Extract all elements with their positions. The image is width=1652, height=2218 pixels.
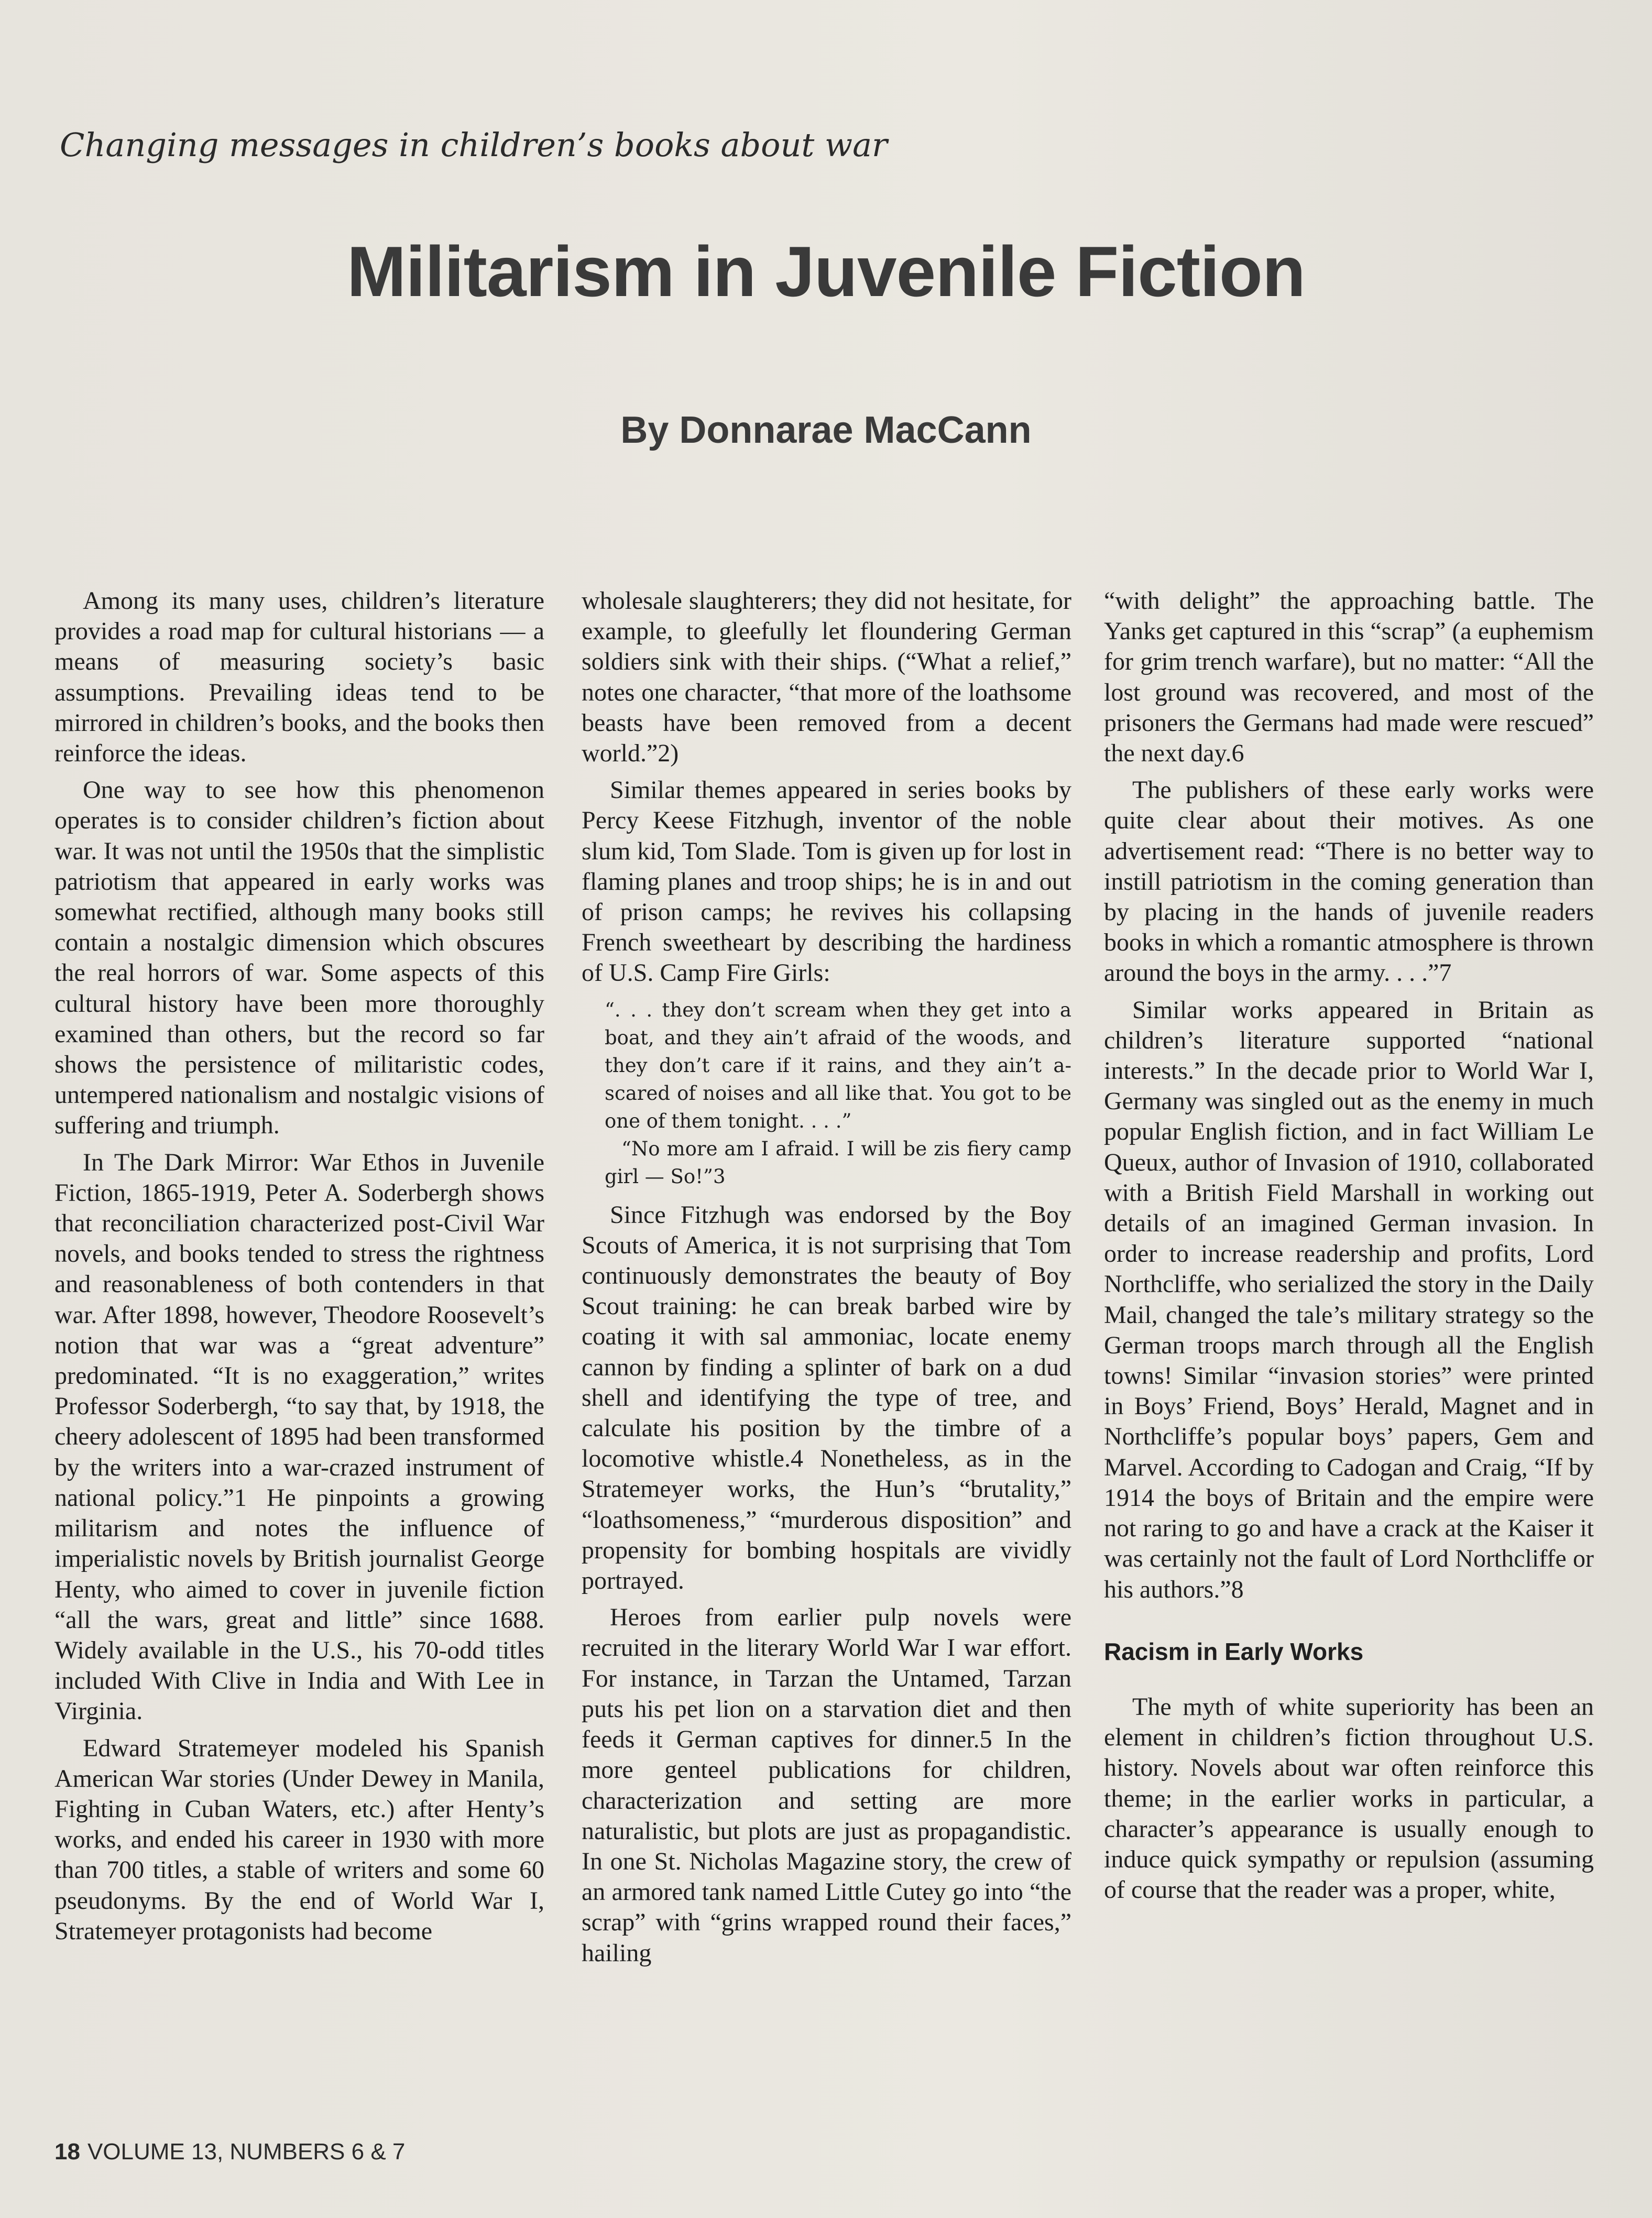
text-column-1 bbox=[54, 586, 544, 2095]
paragraph: Similar themes appeared in series books by Percy Keese Fitzhugh, inventor of the noble slum kid, Tom Slade. Tom is given up for lost in flaming planes and troop ships; he is in and out of prison camps; he revives his collapsing French sweetheart by describing the hardiness of U.S. Camp Fire Girls: bbox=[582, 776, 1071, 987]
paragraph: The publishers of these early works were quite clear about their motives. As one advertisement read: “There is no better way to instill patriotism in the coming generation than by placing in the hands of juvenile readers books in which a romantic atmosphere is thrown around the boys in the army. . . .”7 bbox=[1104, 776, 1594, 987]
issue-info: VOLUME 13, NUMBERS 6 & 7 bbox=[87, 2139, 406, 2165]
article-title: Militarism in Juvenile Fiction bbox=[346, 232, 1306, 311]
article-kicker: Changing messages in children’s books about war bbox=[60, 126, 888, 164]
paragraph: Among its many uses, children’s literature provides a road map for cultural historians — a means of measuring society’s basic assumptions. Prevailing ideas tend to be mirrored in children’s books, and the books then reinforce the ideas. bbox=[54, 587, 544, 768]
block-quote bbox=[605, 996, 1071, 1190]
paragraph: Since Fitzhugh was endorsed by the Boy Scouts of America, it is not surprising that Tom continuously demonstrates the beauty of Boy Scout training: he can break barbed wire by coating it with sal ammoniac, locate enemy cannon by finding a splinter of bark on a dud shell and identifying the type of tree, and calculate his position by the timbre of a locomotive whistle.4 Nonetheless, as in the Stratemeyer works, the Hun’s “brutality,” “loathsomeness,” “murderous disposition” and propensity for bombing hospitals are vividly portrayed. bbox=[582, 1200, 1071, 1595]
text-column-2 bbox=[582, 586, 1071, 2095]
paragraph: Heroes from earlier pulp novels were recruited in the literary World War I war effort. For instance, in Tarzan the Untamed, Tarzan puts his pet lion on a starvation diet and then feeds it German captives for dinner.5 In the more genteel publications for children, characterization and setting are more naturalistic, but plots are just as propagandistic. In one St. Nicholas Magazine story, the crew of an armored tank named Little Cutey go into “the scrap” with “grins wrapped round their faces,” hailing bbox=[582, 1603, 1071, 1967]
paragraph: The myth of white superiority has been an element in children’s fiction throughout U.S. history. Novels about war often reinforce this theme; in the earlier works in particular, a character’s appearance is usually enough to induce quick sympathy or repulsion (assuming of course that the reader was a proper, white, bbox=[1104, 1692, 1594, 1904]
quote-paragraph: “No more am I afraid. I will be zis fiery camp girl — So!”3 bbox=[605, 1137, 1071, 1188]
paragraph: Similar works appeared in Britain as children’s literature supported “national interests.” In the decade prior to World War I, Germany was singled out as the enemy in much popular English fiction, and in fact William Le Queux, author of Invasion of 1910, collaborated with a British Field Marshall in working out details of an imagined German invasion. In order to increase readership and profits, Lord Northcliffe, who serialized the story in the Daily Mail, changed the tale’s military strategy so the German troops march through all the English towns! Similar “invasion stories” were printed in Boys’ Friend, Boys’ Herald, Magnet and in Northcliffe’s popular boys’ papers, Gem and Marvel. According to Cadogan and Craig, “If by 1914 the boys of Britain and the empire were not raring to go and have a crack at the Kaiser it was certainly not the fault of Lord Northcliffe or his authors.”8 bbox=[1104, 996, 1594, 1603]
quote-paragraph: “. . . they don’t scream when they get into a boat, and they ain’t afraid of the woods, and they don’t care if it rains, and they ain’t a-scared of noises and all like that. You got to be one of them tonight. . . .” bbox=[605, 998, 1071, 1132]
paragraph: One way to see how this phenomenon operates is to consider children’s fiction about war. It was not until the 1950s that the simplistic patriotism that appeared in early works was somewhat rectified, although many books still contain a nostalgic dimension which obscures the real horrors of war. Some aspects of this cultural history have been more thoroughly examined than others, but the record so far shows the persistence of militaristic codes, untempered nationalism and nostalgic visions of suffering and triumph. bbox=[54, 776, 544, 1140]
article-byline: By Donnarae MacCann bbox=[620, 409, 1032, 451]
page-footer bbox=[54, 2139, 405, 2165]
paragraph: wholesale slaughterers; they did not hesitate, for example, to gleefully let floundering German soldiers sink with their ships. (“What a relief,” notes one character, “that more of the loathsome beasts have been removed from a decent world.”2) bbox=[582, 587, 1071, 768]
paragraph: Edward Stratemeyer modeled his Spanish American War stories (Under Dewey in Manila, Fighting in Cuban Waters, etc.) after Henty’s works, and ended his career in 1930 with more than 700 titles, a stable of writers and some 60 pseudonyms. By the end of World War I, Stratemeyer protagonists had become bbox=[54, 1734, 544, 1945]
page-number: 18 bbox=[54, 2139, 80, 2165]
text-column-3 bbox=[1104, 586, 1594, 2095]
paragraph: “with delight” the approaching battle. The Yanks get captured in this “scrap” (a euphemism for grim trench warfare), but no matter: “All the lost ground was recovered, and most of the prisoners the Germans had made were rescued” the next day.6 bbox=[1104, 587, 1594, 768]
paragraph: In The Dark Mirror: War Ethos in Juvenile Fiction, 1865-1919, Peter A. Soderbergh shows that reconciliation characterized post-Civil War novels, and books tended to stress the rightness and reasonableness of both contenders in that war. After 1898, however, Theodore Roosevelt’s notion that war was a “great adventure” predominated. “It is no exaggeration,” writes Professor Soderbergh, “to say that, by 1918, the cheery adolescent of 1895 had been transformed by the writers into a war-crazed instrument of national policy.”1 He pinpoints a growing militarism and notes the influence of imperialistic novels by British journalist George Henty, who aimed to cover in juvenile fiction “all the wars, great and little” since 1688. Widely available in the U.S., his 70-odd titles included With Clive in India and With Lee in Virginia. bbox=[54, 1148, 544, 1725]
section-subhead: Racism in Early Works bbox=[1104, 1637, 1364, 1665]
